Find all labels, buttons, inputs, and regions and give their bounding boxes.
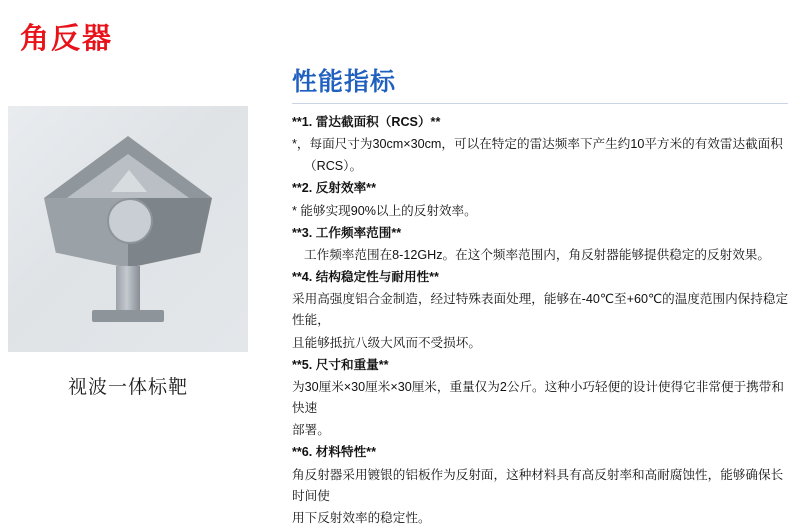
- spec-line: **5. 尺寸和重量**: [292, 357, 389, 372]
- spec-line: 为30厘米×30厘米×30厘米，重量仅为2公斤。这种小巧轻便的设计使得它非常便于携带和快速: [292, 379, 784, 416]
- spec-line: 角反射器采用镀银的铝板作为反射面，这种材料具有高反射率和高耐腐蚀性，能够确保长时间使: [292, 467, 784, 503]
- product-image: [8, 106, 248, 352]
- spec-line: 部署。: [292, 423, 330, 438]
- spec-line: **3. 工作频率范围**: [292, 225, 402, 240]
- spec-line: 用下反射效率的稳定性。: [292, 510, 431, 525]
- title-divider: [292, 103, 788, 104]
- spec-line: *，每面尺寸为30cm×30cm，可以在特定的雷达频率下产生约10平方米的有效雷达截面积: [292, 137, 783, 152]
- spec-line: 工作频率范围在8-12GHz。在这个频率范围内，角反射器能够提供稳定的反射效果。: [304, 247, 770, 262]
- spec-line: * 能够实现90%以上的反射效率。: [292, 203, 477, 218]
- spec-line: **6. 材料特性**: [292, 445, 376, 460]
- spec-line: 采用高强度铝合金制造，经过特殊表面处理，能够在-40℃至+60℃的温度范围内保持稳定性能，: [292, 292, 789, 328]
- reflector-triangle-notch: [111, 170, 147, 192]
- page-title: 角反器: [20, 23, 114, 55]
- image-caption: 视波一体标靶: [67, 377, 188, 398]
- spec-line: 且能够抵抗八级大风而不受损坏。: [292, 335, 481, 350]
- spec-line: **2. 反射效率**: [292, 181, 376, 196]
- right-column: [288, 0, 789, 525]
- spec-line: （RCS）。: [304, 159, 363, 174]
- spec-text-block: [292, 112, 792, 530]
- spec-line: **4. 结构稳定性与耐用性**: [292, 270, 439, 285]
- spec-line: **1. 雷达截面积（RCS）**: [292, 115, 441, 129]
- section-title: 性能指标: [292, 68, 397, 96]
- corner-reflector-illustration: [8, 106, 248, 352]
- left-column: [0, 0, 272, 482]
- reflector-aperture-circle: [107, 198, 153, 244]
- reflector-base-plate: [92, 310, 164, 322]
- reflector-mount-pole: [116, 266, 140, 314]
